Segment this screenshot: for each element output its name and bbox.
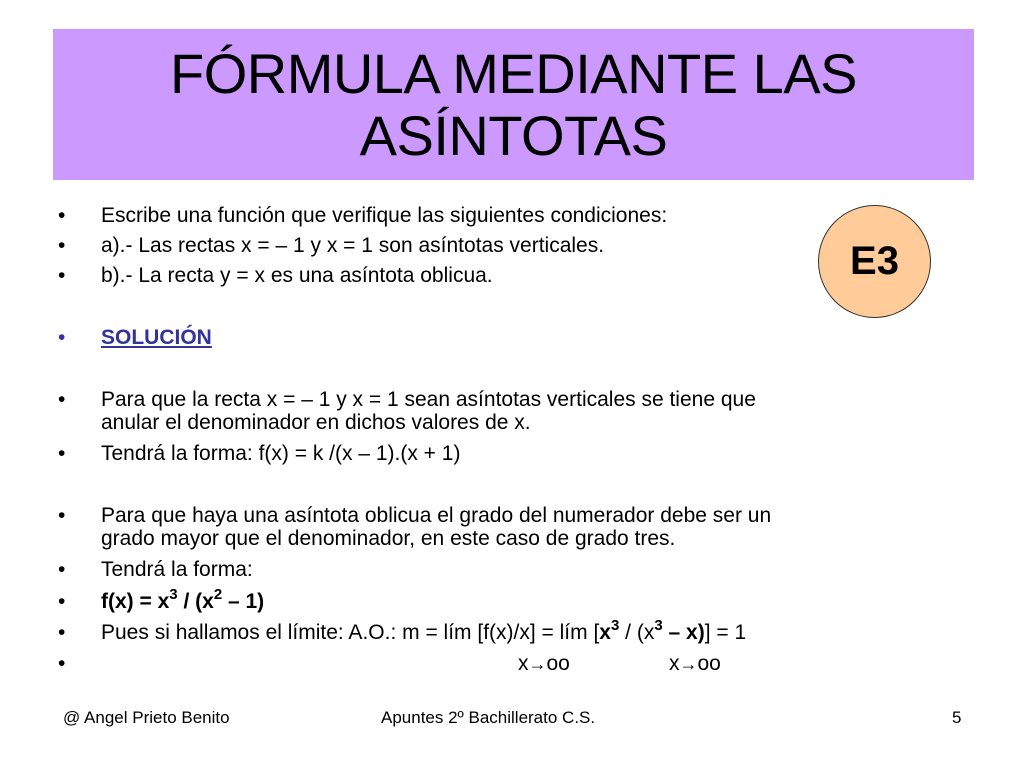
bullet-marker: • [58,388,66,411]
arrow-right-icon: → [679,654,698,674]
limit-variable: x [518,652,529,675]
bullet-marker: • [58,204,66,227]
bullet-marker: • [58,590,66,613]
vertical-asymptote-explanation-1: Para que la recta x = – 1 y x = 1 sean asíntotas verticales se tiene que [101,388,756,411]
limit-subscript-right [669,651,721,677]
slide-title-line-2: ASÍNTOTAS [359,103,668,167]
bullet-marker: • [58,234,66,257]
footer-course: Apuntes 2º Bachillerato C.S. [381,708,596,727]
arrow-right-icon: → [528,654,547,674]
form-oblique-text: Tendrá la forma: [101,558,253,581]
footer-author: @ Angel Prieto Benito [63,708,230,727]
oblique-asymptote-explanation-2: grado mayor que el denominador, en este caso de grado tres. [101,527,676,550]
footer-page-number: 5 [952,708,962,727]
limit-variable: x [669,652,680,675]
infinity-text: oo [546,652,570,675]
slide-title-line-1: FÓRMULA MEDIANTE LAS [169,41,858,105]
formula-part: – 1) [222,590,265,613]
bullet-marker: • [58,442,66,465]
bullet-marker: • [58,621,66,644]
limit-part: – x) [662,621,705,644]
limit-part: x [599,621,611,644]
bullet-marker: • [58,504,66,527]
limit-formula [101,617,747,646]
formula-part: f(x) = x [101,590,170,613]
bullet-marker: • [58,558,66,581]
solucion-heading: SOLUCIÓN [101,326,212,349]
title-banner [53,29,974,180]
bullet-marker: • [58,652,66,675]
form-vertical-text: Tendrá la forma: f(x) = k /(x – 1).(x + 1) [101,442,461,465]
limit-subscript-left [518,651,570,677]
instruction-text: Escribe una función que verifique las siguientes condiciones: [101,204,668,227]
exponent: 2 [213,586,223,603]
exponent: 3 [654,617,663,634]
exercise-badge: E3 [818,205,931,318]
exponent: 3 [610,617,620,634]
formula-part: / (x [177,590,214,613]
bullet-marker: • [58,326,66,349]
bullet-marker: • [58,264,66,287]
exponent: 3 [169,586,178,603]
limit-part: Pues si hallamos el límite: A.O.: m = lím [f(x)/x] = lím [ [101,621,600,644]
vertical-asymptote-explanation-2: anular el denominador en dichos valores de x. [101,411,531,434]
condition-a-text: a).- Las rectas x = – 1 y x = 1 son asíntotas verticales. [101,234,605,257]
infinity-text: oo [697,652,721,675]
condition-b-text: b).- La recta y = x es una asíntota oblicua. [101,264,493,287]
function-formula [101,586,265,615]
limit-part: ] = 1 [704,621,747,644]
limit-part: / (x [619,621,655,644]
oblique-asymptote-explanation-1: Para que haya una asíntota oblicua el grado del numerador debe ser un [101,504,772,527]
